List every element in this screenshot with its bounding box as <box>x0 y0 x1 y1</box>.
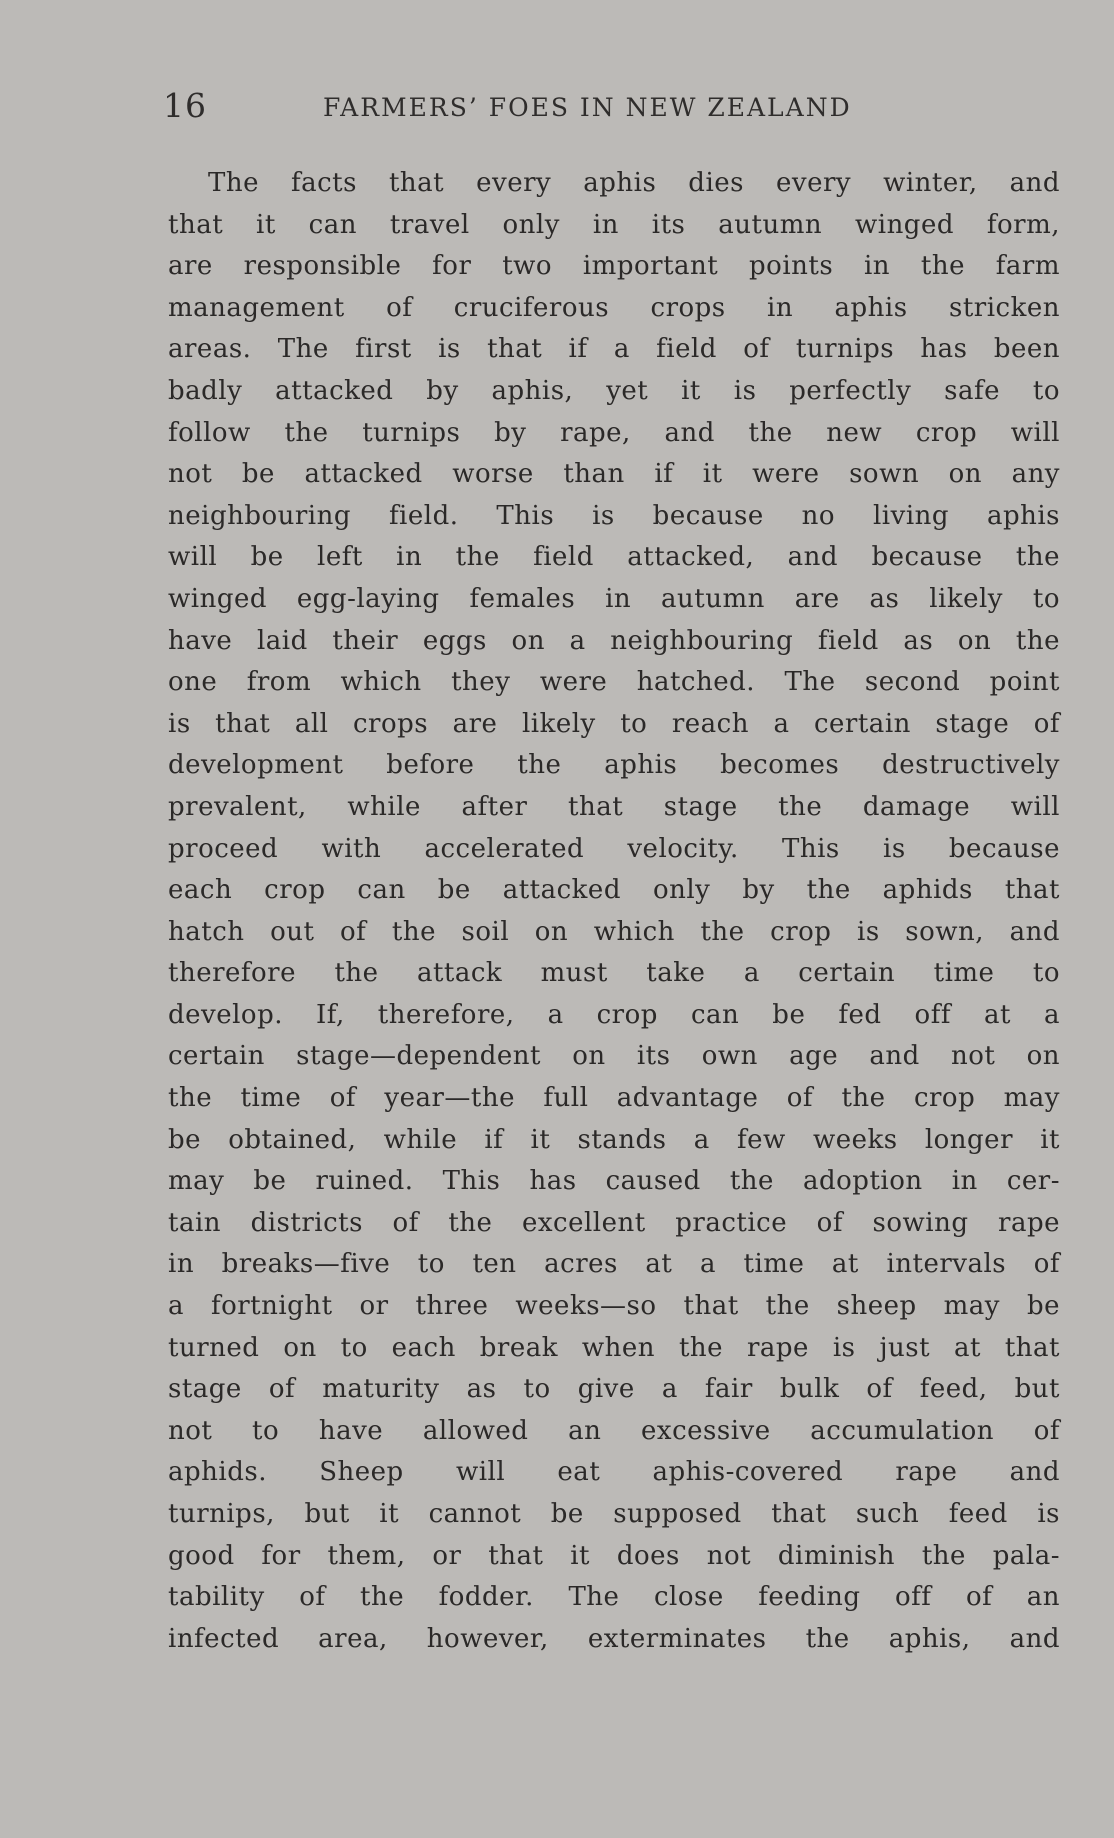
text-line: may be ruined. This has caused the adoption in cer- <box>168 1166 1060 1197</box>
text-line: the time of year—the full advantage of the crop may <box>168 1083 1060 1114</box>
text-line: have laid their eggs on a neighbouring field as on the <box>168 625 1060 656</box>
text-line: one from which they were hatched. The second point <box>168 667 1060 698</box>
text-line: infected area, however, exterminates the aphis, and <box>168 1623 1060 1654</box>
text-line: badly attacked by aphis, yet it is perfectly safe to <box>168 375 1060 406</box>
text-line: tain districts of the excellent practice of sowing rape <box>168 1207 1060 1238</box>
body-paragraph <box>168 163 1060 1660</box>
text-line: turnips, but it cannot be supposed that such feed is <box>168 1499 1060 1529</box>
page-header <box>163 84 889 128</box>
text-line: each crop can be attacked only by the aphids that <box>168 875 1060 906</box>
text-line: management of cruciferous crops in aphis stricken <box>168 292 1060 323</box>
text-line: proceed with accelerated velocity. This is because <box>168 833 1060 864</box>
text-line: follow the turnips by rape, and the new crop will <box>168 417 1060 448</box>
text-line: is that all crops are likely to reach a certain stage of <box>168 708 1060 739</box>
text-line: neighbouring field. This is because no living aphis <box>168 500 1060 531</box>
text-line: development before the aphis becomes destructively <box>168 750 1060 781</box>
text-line: therefore the attack must take a certain time to <box>168 958 1060 989</box>
text-line: in breaks—five to ten acres at a time at intervals of <box>168 1249 1060 1280</box>
page-number: 16 <box>163 86 207 125</box>
text-line: be obtained, while if it stands a few weeks longer it <box>168 1124 1060 1155</box>
text-line: a fortnight or three weeks—so that the sheep may be <box>168 1291 1060 1322</box>
text-line: tability of the fodder. The close feeding off of an <box>168 1582 1060 1613</box>
text-line: prevalent, while after that stage the damage will <box>168 791 1060 822</box>
text-line: aphids. Sheep will eat aphis-covered rape and <box>168 1457 1060 1488</box>
running-title: FARMERS’ FOES IN NEW ZEALAND <box>323 93 852 122</box>
text-line: winged egg-laying females in autumn are as likely to <box>168 583 1060 614</box>
text-line: turned on to each break when the rape is just at that <box>168 1332 1060 1363</box>
text-line: not be attacked worse than if it were sown on any <box>168 459 1060 490</box>
text-line: not to have allowed an excessive accumulation of <box>168 1415 1060 1446</box>
text-line: that it can travel only in its autumn winged form, <box>168 209 1060 240</box>
text-line: are responsible for two important points in the farm <box>168 251 1060 282</box>
text-line: stage of maturity as to give a fair bulk of feed, but <box>168 1374 1060 1405</box>
text-line: good for them, or that it does not diminish the pala- <box>168 1540 1060 1571</box>
text-line: hatch out of the soil on which the crop is sown, and <box>168 916 1060 947</box>
text-line: areas. The first is that if a field of turnips has been <box>168 334 1060 365</box>
text-line: develop. If, therefore, a crop can be fed off at a <box>168 999 1060 1030</box>
text-line: will be left in the field attacked, and because the <box>168 542 1060 573</box>
text-line: The facts that every aphis dies every winter, and <box>208 168 1060 198</box>
text-line: certain stage—dependent on its own age and not on <box>168 1041 1060 1072</box>
